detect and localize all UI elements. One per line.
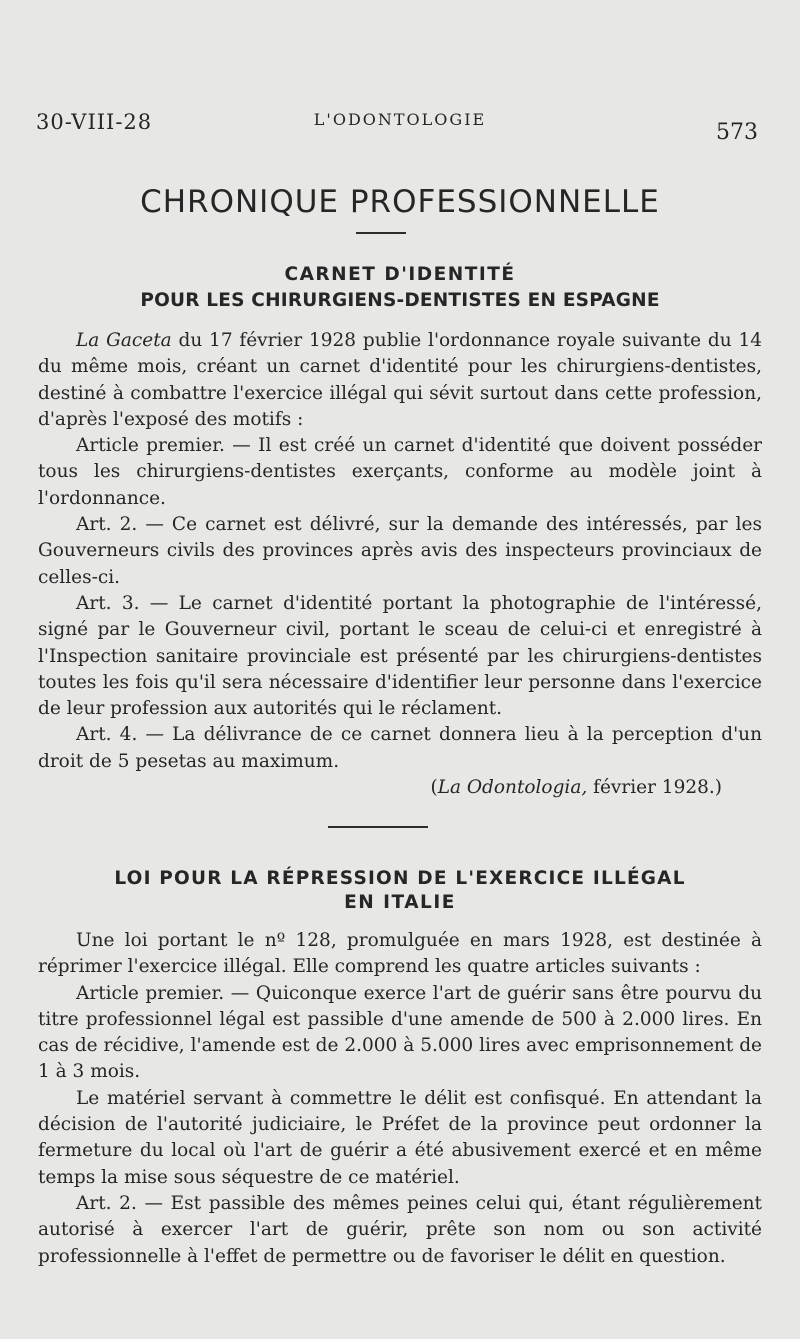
issue-date: 30-VIII-28: [36, 110, 153, 134]
intro-text: du 17 février 1928 publie l'ordonnance royale suivante du 14 du même mois, créant un carnet d'identité pour les chirurgiens-dentistes, destiné à combattre l'exercice illégal qui sévit surtout dans cette profession, d'après l'exposé des motifs :: [38, 330, 762, 430]
section2-heading-line1: LOI POUR LA RÉPRESSION DE L'EXERCICE ILLÉGAL: [114, 868, 686, 889]
section2-paragraph-material: Le matériel servant à commettre le délit est confisqué. En attendant la décision de l'autorité judiciaire, le Préfet de la province peut ordonner la fermeture du local où l'art de guérir a été abusivement exercé et en même temps la mise sous séquestre de ce matériel.: [38, 1087, 762, 1188]
section2-article-1: Article premier. — Quiconque exerce l'art de guérir sans être pourvu du titre professionnel légal est passible d'une amende de 500 à 2.000 lires. En cas de récidive, l'amende est de 2.000 à 5.000 lires avec emprisonnement de 1 à 3 mois.: [38, 982, 762, 1083]
citation-source: La Odontologia,: [437, 777, 588, 799]
citation-date: février 1928.: [587, 777, 715, 799]
title-rule: [356, 232, 406, 234]
section1-article-3: Art. 3. — Le carnet d'identité portant la photographie de l'intéressé, signé par le Gouverneur civil, portant le sceau de celui-ci et enregistré à l'Inspection sanitaire provinciale est présenté par les chirurgiens-dentistes toutes les fois qu'il sera nécessaire d'identifier leur personne dans l'exercice de leur profession aux autorités qui le réclament.: [38, 592, 762, 720]
section1-article-4: Art. 4. — La délivrance de ce carnet donnera lieu à la perception d'un droit de 5 pesetas au maximum.: [38, 724, 762, 772]
section1-body: [38, 328, 762, 801]
section2-article-2: Art. 2. — Est passible des mêmes peines celui qui, étant régulièrement autorisé à exercer l'art de guérir, prête son nom ou son activité professionnelle à l'effet de permettre ou de favoriser le délit en question.: [38, 1192, 762, 1267]
section-divider-rule: [328, 826, 428, 828]
running-head: [36, 106, 764, 146]
section1-article-1: Article premier. — Il est créé un carnet d'identité que doivent posséder tous les chirurgiens-dentistes exerçants, conforme au modèle joint à l'ordonnance.: [38, 435, 762, 509]
section1-paragraph-intro: [38, 328, 762, 433]
section2-heading-line2: EN ITALIE: [344, 892, 456, 913]
section2-paragraph-intro: Une loi portant le nº 128, promulguée en mars 1928, est destinée à réprimer l'exercice illégal. Elle comprend les quatre articles suivants :: [38, 930, 762, 978]
journal-name: L'ODONTOLOGIE: [313, 110, 487, 129]
section2-body: [38, 928, 762, 1270]
section1-article-2: Art. 2. — Ce carnet est délivré, sur la demande des intéressés, par les Gouverneurs civils des provinces après avis des inspecteurs provinciaux de celles-ci.: [38, 514, 762, 588]
section1-heading-line1: CARNET D'IDENTITÉ: [284, 264, 516, 285]
gazette-name: La Gaceta: [76, 330, 172, 351]
section1-citation: (La Odontologia, février 1928.): [430, 777, 722, 799]
page-number: 573: [716, 120, 758, 145]
section1-heading-line2: POUR LES CHIRURGIENS-DENTISTES EN ESPAGNE: [140, 290, 660, 311]
page-title: CHRONIQUE PROFESSIONNELLE: [140, 184, 660, 220]
